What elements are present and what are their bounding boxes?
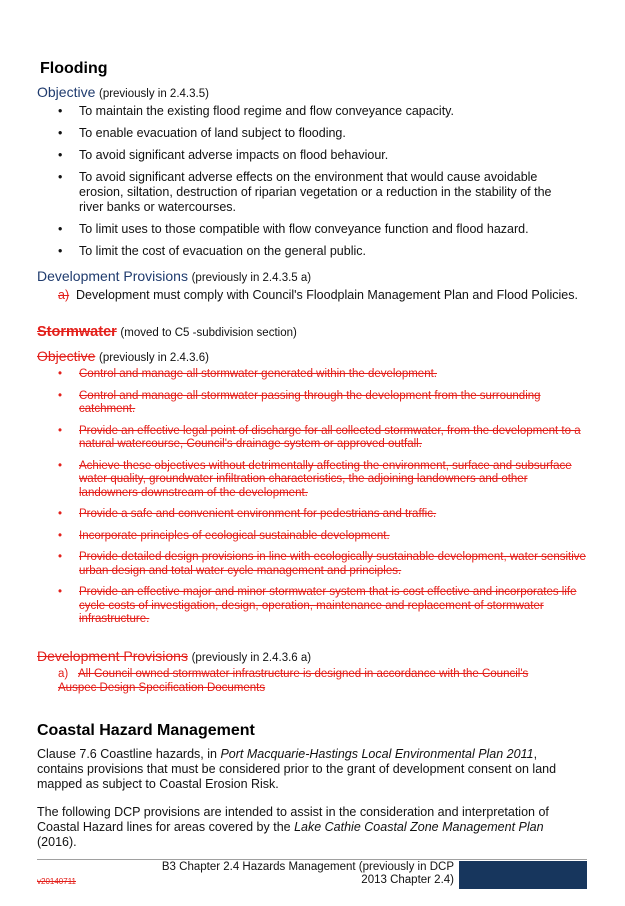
coastal-paragraph-1: Clause 7.6 Coastline hazards, in Port Macquarie-Hastings Local Environmental Plan 2011, contains provisions that must be considered prior to the grant of development consent on land mapped as subject to Coastal Erosion Risk. <box>37 747 557 791</box>
bullet-icon: • <box>58 244 63 258</box>
bullet-icon: • <box>58 424 63 437</box>
stormwater-title: Stormwater <box>37 324 117 340</box>
flooding-dev-label: Development Provisions <box>37 268 188 284</box>
flooding-objective-heading <box>37 84 209 100</box>
list-item: • To limit the cost of evacuation on the general public. <box>58 244 366 258</box>
flooding-dev-ref: (previously in 2.4.3.5 a) <box>191 272 312 284</box>
footer-divider <box>37 859 587 860</box>
stormwater-objective-ref: (previously in 2.4.3.6) <box>98 352 209 364</box>
stormwater-title-note: (moved to C5 -subdivision section) <box>120 327 297 339</box>
footer-title: B3 Chapter 2.4 Hazards Management (previously in DCP 2013 Chapter 2.4) <box>161 861 454 886</box>
dev-item-label: a) <box>58 668 69 680</box>
stormwater-objective-list <box>37 368 587 627</box>
bullet-icon: • <box>58 104 63 118</box>
stormwater-dev-label: Development Provisions <box>37 648 188 664</box>
list-item: • Achieve these objectives without detrimentally affecting the environment, surface and subsurface water quality, groundwater infiltration characteristics, the adjoining landowners and other landowners downstream of the development. <box>58 459 572 499</box>
coastal-paragraph-2: The following DCP provisions are intended to assist in the consideration and interpretation of Coastal Hazard lines for areas covered by the Lake Cathie Coastal Zone Management Plan (2016). <box>37 805 549 849</box>
footer-version: v20140711 <box>37 877 76 886</box>
stormwater-dev-heading <box>37 648 311 664</box>
list-item: • Incorporate principles of ecological sustainable development. <box>58 529 390 542</box>
bullet-icon: • <box>58 222 63 236</box>
stormwater-objective-label: Objective <box>37 348 96 364</box>
coastal-heading: Coastal Hazard Management <box>37 722 255 739</box>
bullet-icon: • <box>58 148 63 162</box>
list-item: • Control and manage all stormwater generated within the development. <box>58 368 437 380</box>
stormwater-dev-item: a) All Council owned stormwater infrastructure is designed in accordance with the Council's Auspec Design Specification Documents <box>58 668 529 694</box>
list-item: • Provide an effective major and minor stormwater system that is cost effective and incorporates life cycle costs of investigation, design, operation, maintenance and replacement of stormwater infrastructure. <box>58 586 577 625</box>
stormwater-heading <box>37 324 297 340</box>
bullet-icon: • <box>58 551 63 563</box>
flooding-objective-label: Objective <box>37 84 96 100</box>
list-item: • To limit uses to those compatible with flow conveyance function and flood hazard. <box>58 222 529 236</box>
bullet-icon: • <box>58 368 63 380</box>
bullet-icon: • <box>58 126 63 140</box>
list-item: • To maintain the existing flood regime and flow conveyance capacity. <box>58 104 454 118</box>
list-item: • To avoid significant adverse effects on the environment that would cause avoidable erosion, siltation, destruction of riparian vegetation or a reduction in the stability of the river banks or watercourses. <box>58 170 552 214</box>
bullet-icon: • <box>58 529 63 542</box>
list-item: • To enable evacuation of land subject to flooding. <box>58 126 346 140</box>
footer-color-block <box>459 861 587 889</box>
bullet-icon: • <box>58 170 63 184</box>
list-item: • To avoid significant adverse impacts on flood behaviour. <box>58 148 389 162</box>
list-item: • Provide a safe and convenient environment for pedestrians and traffic. <box>58 508 437 520</box>
bullet-icon: • <box>58 508 63 520</box>
list-item: • Provide an effective legal point of discharge for all collected stormwater, from the development to a natural watercourse, Council's drainage system or approved outfall. <box>58 424 581 450</box>
list-item: • Provide detailed design provisions in line with ecologically sustainable development, water sensitive urban design and total water cycle management and principles. <box>58 551 586 577</box>
bullet-icon: • <box>58 459 63 472</box>
flooding-objective-ref: (previously in 2.4.3.5) <box>98 88 209 100</box>
stormwater-objective-heading <box>37 348 209 364</box>
dev-item-label: a) <box>58 288 70 302</box>
flooding-objective-list <box>37 104 577 259</box>
list-item: • Control and manage all stormwater passing through the development from the surrounding catchment. <box>58 389 541 415</box>
flooding-dev-heading <box>37 268 311 284</box>
bullet-icon: • <box>58 389 63 402</box>
flooding-heading: Flooding <box>40 60 108 77</box>
stormwater-dev-ref: (previously in 2.4.3.6 a) <box>191 652 312 664</box>
bullet-icon: • <box>58 586 63 598</box>
flooding-dev-item: a) Development must comply with Council's Floodplain Management Plan and Flood Policies. <box>58 288 578 302</box>
